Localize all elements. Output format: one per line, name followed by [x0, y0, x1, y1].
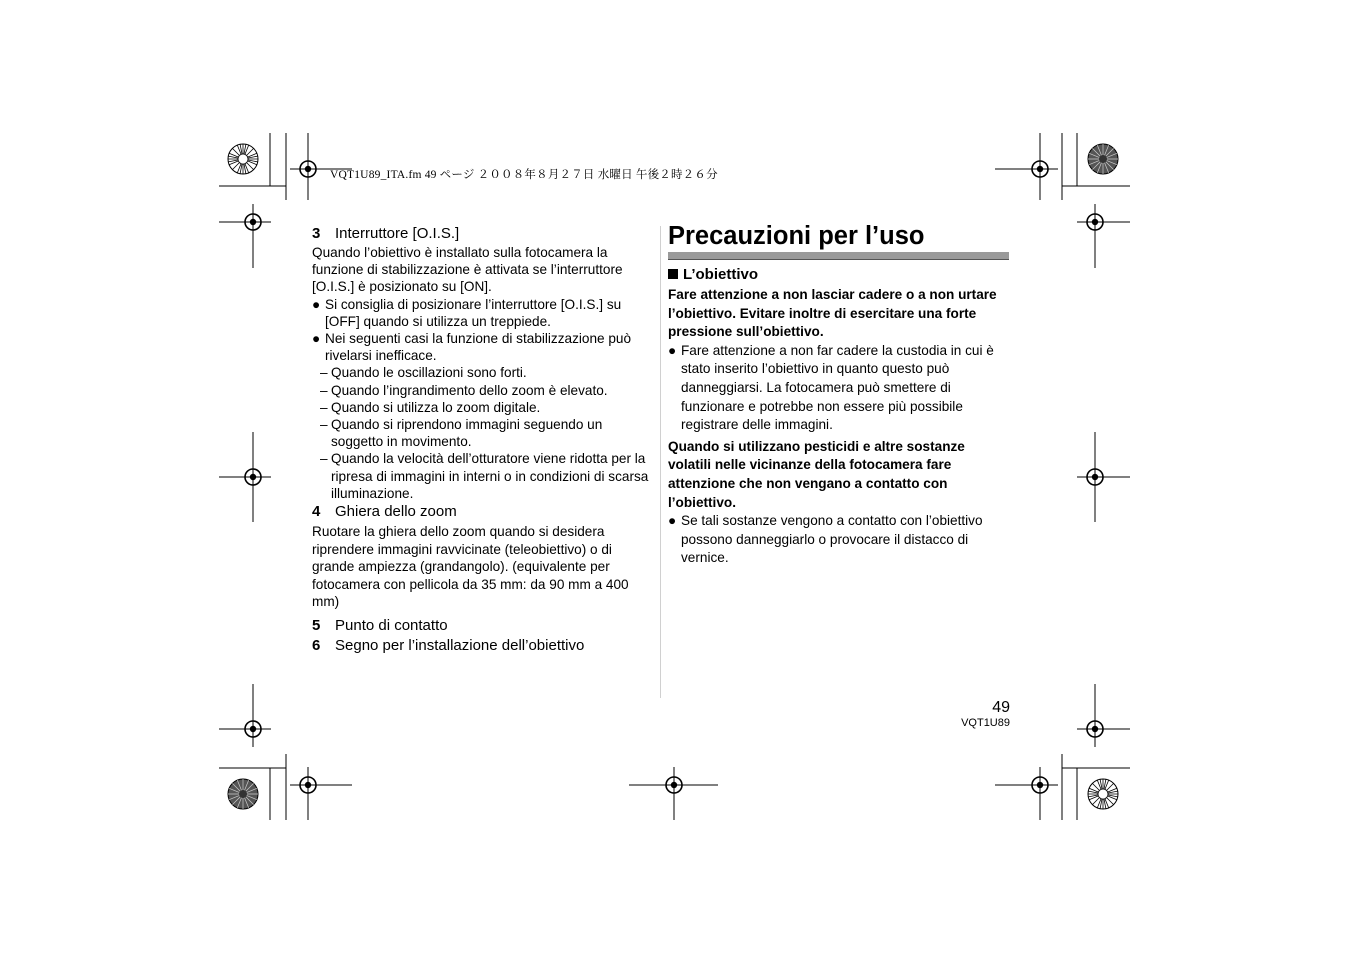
dash-icon: – — [320, 417, 328, 433]
item-4-description: Ruotare la ghiera dello zoom quando si desidera riprendere immagini ravvicinate (teleobiettivo) o di grande ampiezza (grandangolo). (equivalente per fotocamera con pellicola da 35 mm: da 90 mm a 400 mm) — [312, 524, 629, 610]
item-label: Segno per l’installazione dell’obiettivo — [335, 637, 585, 655]
warning-text: Quando si utilizzano pesticidi e altre sostanze volatili nelle vicinanze della fotocamera fare attenzione che non vengano a contatto con l’obiettivo. — [668, 438, 965, 510]
warning-text: Fare attenzione a non lasciar cadere o a non urtare l’obiettivo. Evitare inoltre di esercitare una forte pressione sull’obiettivo. — [668, 287, 997, 340]
bullet-icon: ● — [668, 342, 677, 358]
title-underline-bar — [668, 252, 1009, 260]
item-3-heading — [312, 224, 657, 243]
dash-icon: – — [320, 399, 328, 415]
list-item: – Quando si utilizza lo zoom digitale. — [320, 399, 541, 415]
page-title: Precauzioni per l’uso — [668, 222, 925, 250]
bullet-icon: ● — [312, 331, 321, 347]
list-item: – Quando si riprendono immagini seguendo un soggetto in movimento. — [320, 417, 603, 450]
bullet-icon: ● — [668, 513, 677, 529]
item-label: Ghiera dello zoom — [335, 503, 457, 521]
item-label: Interruttore [O.I.S.] — [335, 225, 460, 242]
list-item: – Quando la velocità dell’otturatore viene ridotta per la ripresa di immagini in interni o in condizioni di scarsa illuminazione. — [320, 451, 649, 501]
item-number: 6 — [312, 637, 321, 655]
item-3-description: Quando l’obiettivo è installato sulla fotocamera la funzione di stabilizzazione è attivata se l’interruttore [O.I.S.] è posizionato su [ON]. — [312, 245, 623, 295]
bullet-icon: ● — [312, 296, 321, 312]
list-item: ● Si consiglia di posizionare l’interruttore [O.I.S.] su [OFF] quando si utilizza un treppiede. — [312, 296, 622, 329]
page-number: 49 — [992, 699, 1010, 716]
square-bullet-icon — [668, 269, 678, 279]
list-item: ● Fare attenzione a non far cadere la custodia in cui è stato inserito l’obiettivo in quanto questo può danneggiarsi. La fotocamera può smettere di funzionare e potrebbe non essere più possibile registrare delle immagini. — [668, 342, 994, 433]
item-4-heading — [312, 502, 657, 521]
item-5-heading — [312, 616, 657, 635]
print-header-meta: VQT1U89_ITA.fm 49 ページ ２００８年８月２７日 水曜日 午後２時２６分 — [330, 169, 718, 181]
dash-icon: – — [320, 451, 328, 467]
dash-icon: – — [320, 382, 328, 398]
list-item: – Quando l’ingrandimento dello zoom è elevato. — [320, 382, 608, 398]
dash-icon: – — [320, 365, 328, 381]
model-code: VQT1U89 — [961, 717, 1010, 729]
section-heading: L’obiettivo — [668, 265, 1010, 284]
list-item: ● Nei seguenti casi la funzione di stabilizzazione può rivelarsi inefficace. — [312, 331, 632, 364]
list-item: – Quando le oscillazioni sono forti. — [320, 365, 527, 381]
list-item: ● Se tali sostanze vengono a contatto con l’obiettivo possono danneggiarlo o provocare il distacco di vernice. — [668, 513, 983, 566]
left-column — [312, 224, 657, 655]
item-6-heading — [312, 636, 657, 655]
item-number: 5 — [312, 617, 321, 635]
column-divider — [660, 226, 661, 698]
item-label: Punto di contatto — [335, 617, 448, 635]
right-column — [668, 220, 1010, 568]
item-number: 4 — [312, 503, 321, 521]
item-number: 3 — [312, 225, 321, 242]
